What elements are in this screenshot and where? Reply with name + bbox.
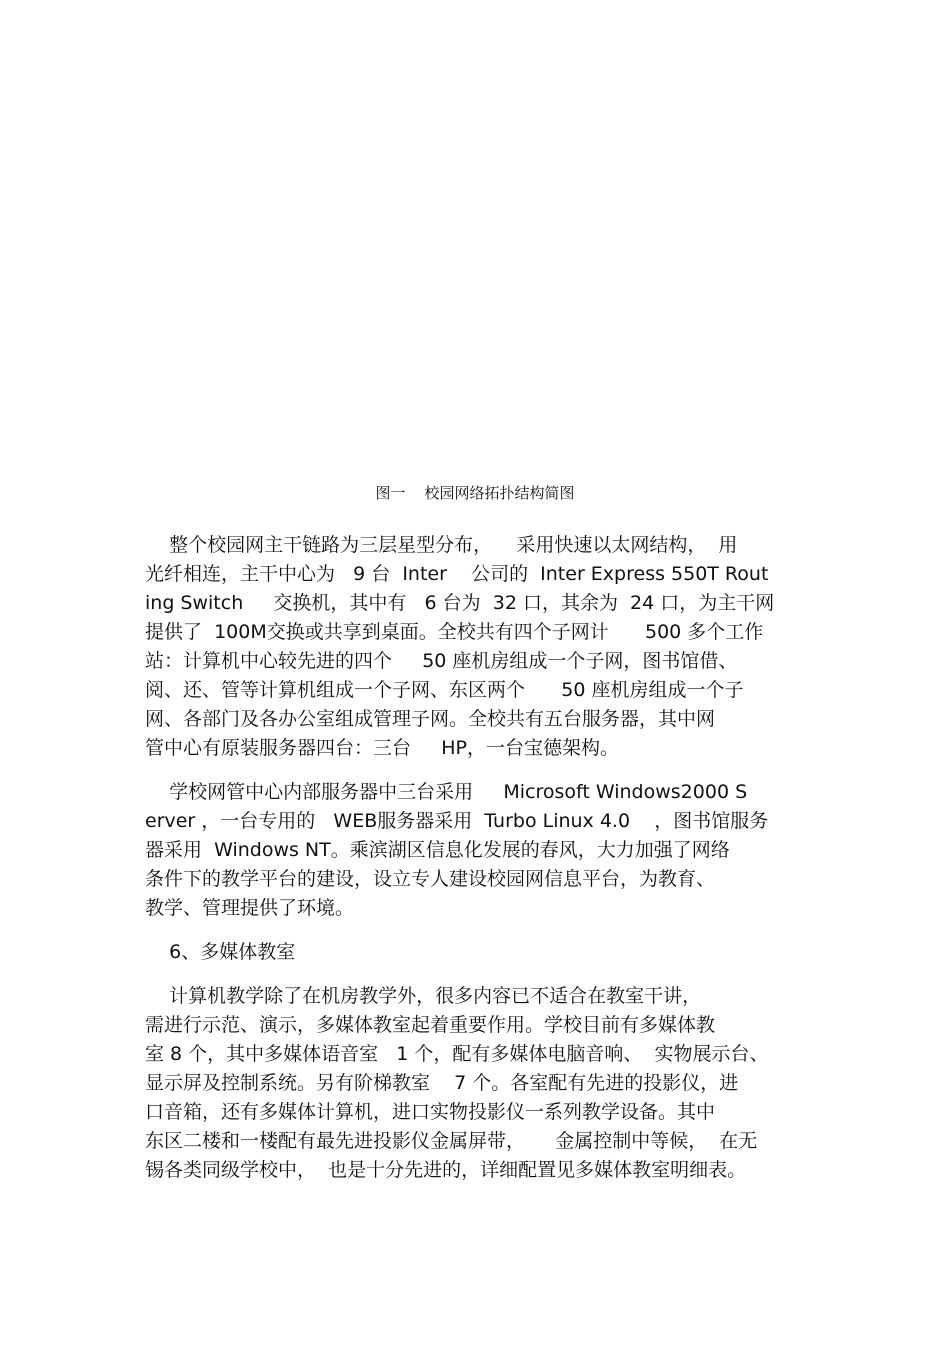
text-line: 条件下的教学平台的建设，设立专人建设校园网信息平台，为教育、 xyxy=(145,868,716,890)
figure-placeholder xyxy=(145,60,805,460)
text-line: 计算机教学除了在机房教学外，很多内容已不适合在教室干讲， xyxy=(145,985,702,1007)
text-line: 东区二楼和一楼配有最先进投影仪金属屏带， 金属控制中等候， 在无 xyxy=(145,1130,758,1152)
paragraph-network-structure xyxy=(145,531,805,763)
text-line: 教学、管理提供了环境。 xyxy=(145,897,355,919)
text-line: 站：计算机中心较先进的四个 50 座机房组成一个子网，图书馆借、 xyxy=(145,650,738,672)
figure-caption: 图一 校园网络拓扑结构简图 xyxy=(375,484,575,502)
text-line: 提供了 100M交换或共享到桌面。全校共有四个子网计 500 多个工作 xyxy=(145,621,764,643)
text-line: 器采用 Windows NT。乘滨湖区信息化发展的春风，大力加强了网络 xyxy=(145,839,730,861)
paragraph-multimedia xyxy=(145,982,805,1185)
text-line: 锡各类同级学校中， 也是十分先进的，详细配置见多媒体教室明细表。 xyxy=(145,1159,747,1181)
text-line: ing Switch 交换机，其中有 6 台为 32 口，其余为 24 口，为主干网 xyxy=(145,592,775,614)
paragraph-servers xyxy=(145,778,805,923)
text-line: erver ，一台专用的 WEB服务器采用 Turbo Linux 4.0 ，图书馆服务 xyxy=(145,810,769,832)
document-body xyxy=(145,531,805,1200)
text-line: 室 8 个，其中多媒体语音室 1 个，配有多媒体电脑音响、 实物展示台、 xyxy=(145,1043,769,1065)
text-line: 光纤相连，主干中心为 9 台 Inter 公司的 Inter Express 550T Rout xyxy=(145,563,769,585)
text-line: 整个校园网主干链路为三层星型分布， 采用快速以太网结构， 用 xyxy=(145,534,738,556)
text-line: 管中心有原装服务器四台：三台 HP，一台宝德架构。 xyxy=(145,737,619,759)
section-heading: 6、多媒体教室 xyxy=(145,941,296,963)
text-line: 网、各部门及各办公室组成管理子网。全校共有五台服务器，其中网 xyxy=(145,708,716,730)
text-line: 显示屏及控制系统。另有阶梯教室 7 个。各室配有先进的投影仪，进 xyxy=(145,1072,739,1094)
text-line: 学校网管中心内部服务器中三台采用 Microsoft Windows2000 S xyxy=(145,781,748,803)
text-line: 口音箱，还有多媒体计算机，进口实物投影仪一系列教学设备。其中 xyxy=(145,1101,716,1123)
text-line: 阅、还、管等计算机组成一个子网、东区两个 50 座机房组成一个子 xyxy=(145,679,744,701)
text-line: 需进行示范、演示，多媒体教室起着重要作用。学校目前有多媒体教 xyxy=(145,1014,716,1036)
